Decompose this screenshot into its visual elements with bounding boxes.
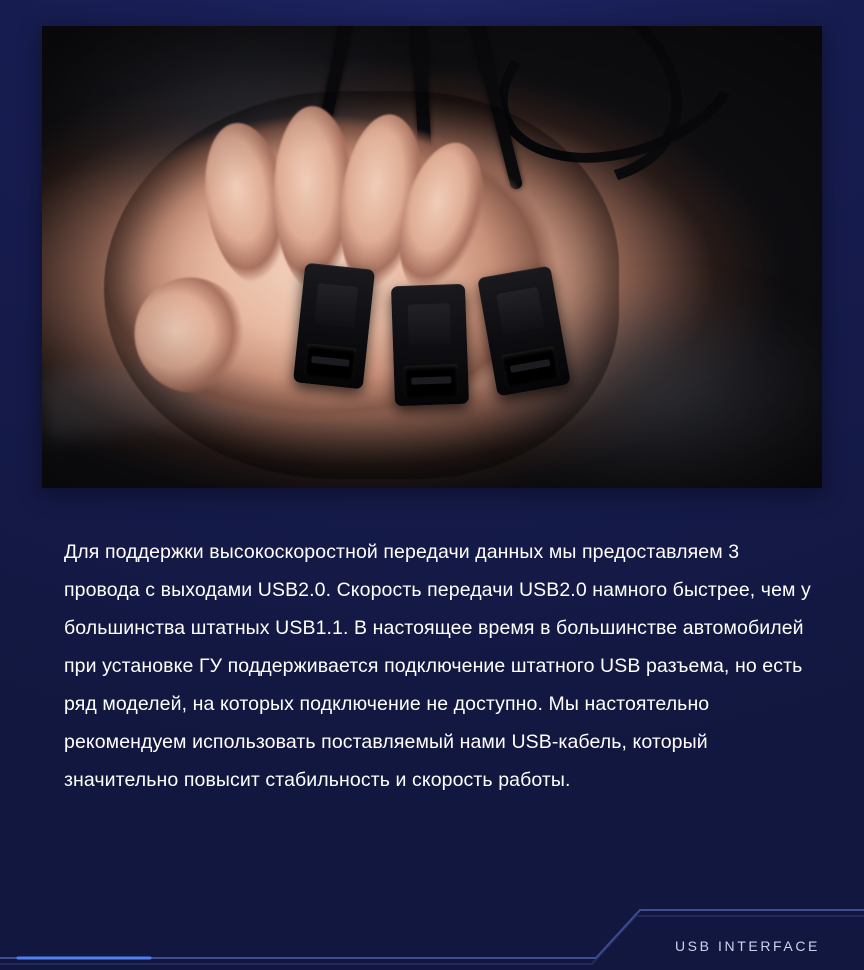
usb-connector-left: [293, 263, 375, 390]
usb-connector-center-port: [404, 364, 458, 397]
photo-image: [42, 26, 822, 488]
usb-connector-left-port: [304, 344, 358, 380]
usb-connector-left-emboss: [315, 284, 358, 329]
footer-label: USB INTERFACE: [674, 938, 820, 954]
usb-connector-center: [391, 283, 469, 406]
usb-connector-right-port: [501, 346, 559, 386]
product-photo: [42, 26, 822, 488]
footer-divider-graphic: [0, 900, 864, 970]
usb-connector-center-emboss: [408, 303, 451, 345]
footer: [0, 900, 864, 970]
description-paragraph: Для поддержки высокоскоростной передачи данных мы предоставляем 3 провода с выходами USB2.0. Скорость передачи USB2.0 намного быстрее, чем у большинства штатных USB1.1. В настоящее время в большинстве автомобилей при установке ГУ поддерживается подключение штатного USB разъема, но есть ряд моделей, на которых подключение не доступно. Мы настоятельно рекомендуем использовать поставляемый нами USB-кабель, который значительно повысит стабильность и скорость работы.: [64, 541, 811, 791]
description-block: [64, 533, 816, 799]
usb-connector-right-emboss: [496, 287, 544, 334]
